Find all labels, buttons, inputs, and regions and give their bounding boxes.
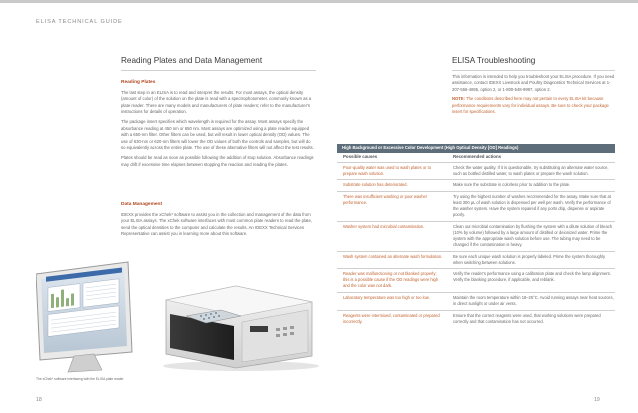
table-row (337, 222, 615, 252)
cause-cell: Laboratory temperature was too high or too low. (343, 295, 430, 300)
right-page-title: ELISA Troubleshooting (452, 56, 536, 65)
table-row (337, 163, 615, 181)
table-header-row (337, 153, 615, 163)
column-header-causes: Possible causes (343, 154, 378, 159)
troubleshooting-intro (452, 74, 615, 115)
page-number-right: 19 (594, 397, 600, 403)
top-rule (0, 0, 638, 3)
action-cell: Try using the highest number of washes recommended for the assay. Make sure that at least 300 μL of wash solution is dispensed per well per wash. Verify the performance of the washer system. Have the system repaired if any ports drip, dispense or aspirate poorly. (453, 193, 611, 218)
table-row (337, 311, 615, 328)
note-label: NOTE: (452, 96, 466, 102)
left-page-title: Reading Plates and Data Management (121, 56, 263, 65)
action-cell: Ensure that the correct reagents were used, that working solutions were prepared correctly and that contamination has not occurred. (453, 312, 601, 324)
right-title-rule (452, 70, 615, 71)
table-row (337, 252, 615, 270)
data-management-heading: Data Management (121, 202, 163, 207)
intro-text: This information is intended to help you troubleshoot your ELISA procedure. If you need assistance, contact IDEXX Livestock and Poultry Diagnostics Technical Services at 1-207-556-4895, option 2, or 1-800-548-9997, option 2. (452, 74, 615, 92)
table-row (337, 192, 615, 222)
table-row (337, 180, 615, 192)
cause-cell: Washer system had microbial contamination. (343, 223, 425, 229)
action-cell: Check the water quality. If it is questionable, try substituting an alternate water source, such as bottled distilled water, to wash plates or prepare the wash solution. (453, 164, 609, 176)
cause-cell: Reader was malfunctioning or not blanked properly; this is a possible cause if the OD readings were high and the color was not dark. (343, 271, 439, 289)
table-row (337, 269, 615, 293)
cause-cell: Poor-quality water was used to wash plates or to prepare wash solution. (343, 164, 432, 176)
page-number-left: 18 (36, 397, 42, 403)
table-row (337, 293, 615, 311)
note-text: The conditions described here may not pertain to every ELISA kit because performance requirements vary for individual assays. Be sure to check your package insert for specifications. (452, 96, 609, 114)
cause-cell: Reagents were intermixed, contaminated or prepared incorrectly. (343, 312, 440, 324)
computer-monitor (36, 262, 132, 372)
action-cell: Make sure the substrate is colorless prior to addition to the plate. (453, 182, 571, 188)
left-title-rule (121, 70, 316, 71)
body-paragraph: Plates should be read as soon as possible following the addition of stop solution. Absorbance readings may drift if excessive time elapses between stopping the reaction and reading the plates. (121, 155, 314, 167)
reading-plates-section (121, 80, 316, 172)
troubleshooting-table (337, 144, 615, 327)
photo-caption: The xChek* software interfacing with the ELISA plate reader (36, 377, 124, 381)
action-cell: Clean out microbial contamination by flushing the system with a dilute solution of bleach (10% by volume) followed by a large amount of distilled or deionized water. Prime the system with the appropriate wash solution before use. The tubing may need to be changed if the contamination is heavy. (453, 223, 613, 247)
guide-title: ELISA TECHNICAL GUIDE (36, 19, 123, 25)
body-paragraph: IDEXX provides the xChek* software to assist you in the collection and management of the data from your ELISA assays. The xChek software interfaces with most common plate readers to read the plate, send the optical densities to the computer and calculate the results. An IDEXX Technical Services Representative can assist you in learning more about this software. (121, 211, 313, 237)
action-cell: Be sure each unique wash solution is properly labeled. Prime the system thoroughly when switching between solutions. (453, 253, 606, 265)
action-cell: Maintain the room temperature within 18–25°C. Avoid running assays near heat sources, in direct sunlight or under air vents. (453, 295, 614, 307)
plate-reader-photo (36, 256, 326, 374)
reading-plates-heading: Reading Plates (121, 80, 156, 85)
data-management-section (121, 202, 316, 241)
plate-reader-device (163, 286, 319, 371)
body-paragraph: The package insert specifies which wavelength is required for the assay. Most assays specify the absorbance reading at 450 nm or 650 nm. Most assays are optimized using a plate reader equipped with a 650-nm filter. Other filters can be used, but will result in lower optical density (OD) values. The use of 630-nm or 620-nm filters will lower the OD values of both the controls and samples, but will do so equivalently across the entire plate. The use of these alternative filters will not affect the test results. (121, 119, 314, 151)
cause-cell: Substrate solution has deteriorated. (343, 182, 408, 188)
cause-cell: There was insufficient washing or poor washer performance. (343, 193, 428, 205)
body-paragraph: The last step in an ELISA is to read and interpret the results. For most assays, the optical density (amount of color) of the solution on the plate is read with a spectrophotometer, commonly known as a plate reader. There are many models and manufacturers of plate readers; refer to the manufacturer's instructions for details of operation. (121, 89, 312, 115)
action-cell: Verify the reader's performance using a calibration plate and check the lamp alignment. Verify the blanking procedure, if applicable, and reblank. (453, 271, 611, 283)
table-title: High Background or Excessive Color Development (High Optical Density [OD] Readings) (337, 144, 615, 153)
column-header-actions: Recommended actions (453, 154, 502, 159)
cause-cell: Wash system contained an alternate wash formulation. (343, 253, 443, 259)
note-paragraph (452, 96, 615, 115)
